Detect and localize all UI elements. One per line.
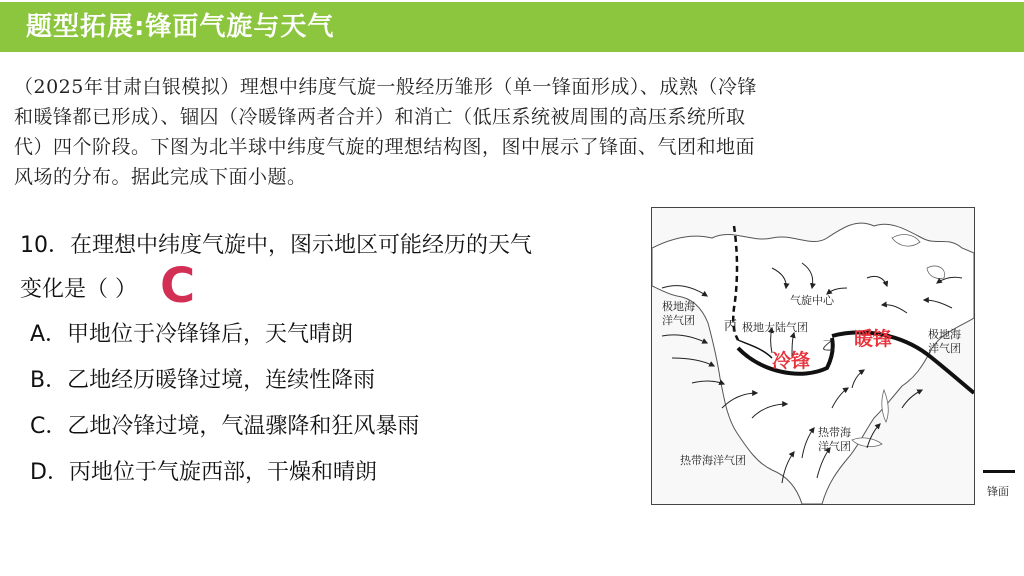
label-yi: 乙	[822, 339, 836, 354]
label-cyclone-center: 气旋中心	[790, 294, 834, 307]
wind-arrow	[662, 335, 707, 343]
intro-line: （2025年甘肃白银模拟）理想中纬度气旋一般经历雏形（单一锋面形成）、成熟（冷锋	[14, 76, 757, 98]
option-d[interactable]: D．丙地位于气旋西部，干燥和晴朗	[30, 460, 377, 485]
wind-arrow	[672, 358, 714, 366]
wind-arrow	[902, 390, 922, 408]
options-list	[30, 312, 419, 496]
label-tropical-maritime-gulf	[818, 426, 851, 454]
option-a[interactable]: A．甲地位于冷锋锋后，天气晴朗	[30, 322, 354, 347]
warm-front-label: 暖锋	[854, 328, 893, 350]
label-line: 洋气团	[662, 314, 695, 327]
question-line-1: 10．在理想中纬度气旋中，图示地区可能经历的天气	[20, 233, 532, 258]
legend-front-label: 锋面	[987, 485, 1009, 498]
label-line: 热带海	[818, 426, 851, 439]
wind-arrow	[692, 381, 724, 384]
legend-front-line	[983, 470, 1015, 473]
cold-front-label: 冷锋	[772, 350, 811, 372]
label-bing: 丙	[724, 319, 738, 334]
label-line: 洋气团	[818, 440, 851, 453]
label-polar-maritime-east	[928, 328, 961, 356]
label-line: 极地海	[928, 328, 961, 341]
intro-text	[14, 72, 1014, 192]
question-line-2: 变化是（ ）	[20, 277, 137, 302]
option-c[interactable]: C．乙地冷锋过境，气温骤降和狂风暴雨	[30, 414, 420, 439]
label-polar-maritime-west	[662, 300, 695, 328]
option-b[interactable]: B．乙地经历暖锋过境，连续性降雨	[30, 368, 376, 393]
label-polar-continental: 极地大陆气团	[742, 321, 808, 334]
intro-line: 和暖锋都已形成）、锢囚（冷暖锋两者合并）和消亡（低压系统被周围的高压系统所取	[14, 106, 746, 128]
title-bar	[0, 2, 1024, 52]
label-tropical-maritime-pacific: 热带海洋气团	[680, 454, 746, 467]
question-stem	[20, 224, 620, 312]
label-line: 极地海	[662, 300, 695, 313]
intro-line: 风场的分布。据此完成下面小题。	[14, 166, 307, 188]
page-title: 题型拓展:锋面气旋与天气	[26, 12, 335, 42]
cyclone-map	[651, 207, 975, 505]
intro-line: 代）四个阶段。下图为北半球中纬度气旋的理想结构图，图中展示了锋面、气团和地面	[14, 136, 756, 158]
label-line: 洋气团	[928, 342, 961, 355]
answer-mark: C	[160, 258, 196, 314]
